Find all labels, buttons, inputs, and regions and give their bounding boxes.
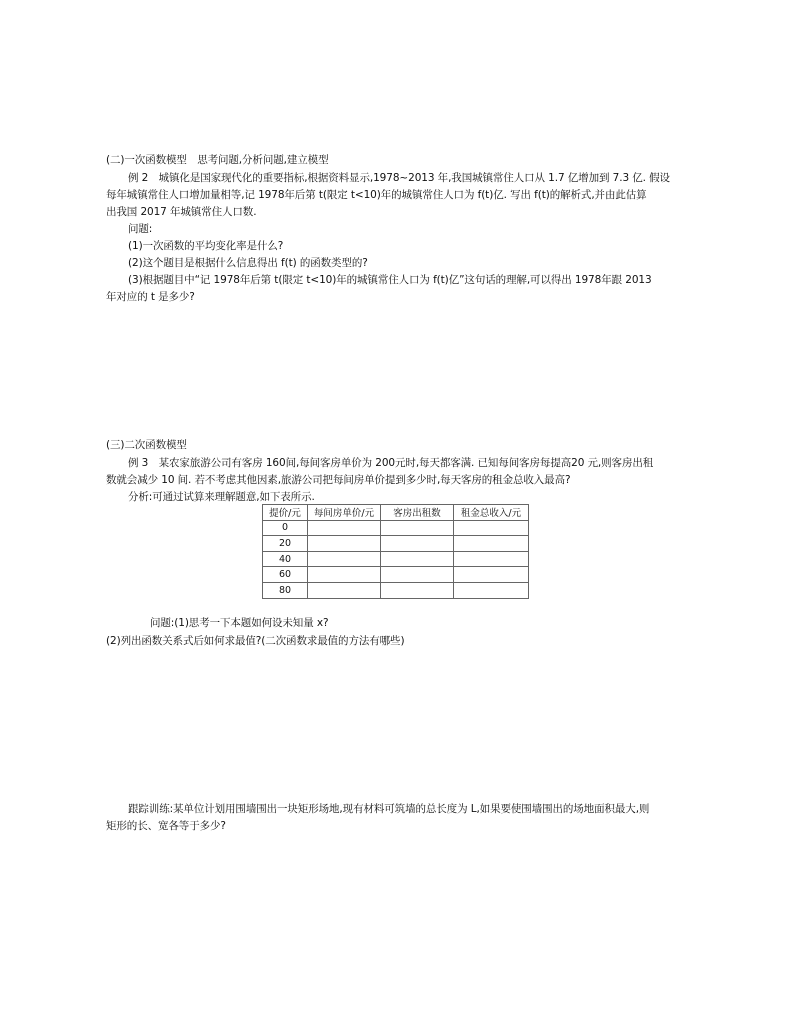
section3-heading: (三)二次函数模型 — [106, 439, 187, 451]
section2-heading: (二)一次函数模型 思考问题,分析问题,建立模型 — [106, 154, 329, 166]
table-header-cell: 客房出租数 — [381, 505, 454, 521]
table-cell — [454, 520, 529, 536]
example3-line2: 数就会减少 10 间. 若不考虑其他因素,旅游公司把每间房单价提到多少时,每天客房的租金总收入最高? — [106, 474, 571, 486]
table-cell — [308, 582, 381, 598]
example3-line1: 例 3 某农家旅游公司有客房 160间,每间客房单价为 200元时,每天都客满. 已知每间客房每提高20 元,则客房出租 — [128, 457, 654, 469]
table-cell: 60 — [263, 567, 308, 583]
table-header-cell: 租金总收入/元 — [454, 505, 529, 521]
table-cell — [381, 567, 454, 583]
table-cell — [454, 582, 529, 598]
table-header-cell: 提价/元 — [263, 505, 308, 521]
table-cell — [381, 582, 454, 598]
question3-1: 问题:(1)思考一下本题如何设未知量 x? — [150, 617, 329, 629]
table-cell — [308, 536, 381, 552]
question2-2: (2)这个题目是根据什么信息得出 f(t) 的函数类型的? — [128, 257, 368, 269]
table-row — [263, 520, 529, 536]
table-cell — [381, 551, 454, 567]
question2-1: (1)一次函数的平均变化率是什么? — [128, 240, 284, 252]
table-cell — [454, 567, 529, 583]
question3-2: (2)列出函数关系式后如何求最值?(二次函数求最值的方法有哪些) — [106, 635, 405, 647]
table-cell — [381, 520, 454, 536]
questions-label: 问题: — [128, 223, 153, 235]
table-cell: 40 — [263, 551, 308, 567]
table-row — [263, 536, 529, 552]
table-header-row — [263, 505, 529, 521]
table-header-cell: 每间房单价/元 — [308, 505, 381, 521]
example2-line1: 例 2 城镇化是国家现代化的重要指标,根据资料显示,1978~2013 年,我国城镇常住人口从 1.7 亿增加到 7.3 亿. 假设 — [128, 172, 670, 184]
trial-table — [262, 504, 529, 599]
table-cell: 20 — [263, 536, 308, 552]
table-cell — [308, 567, 381, 583]
table-row — [263, 551, 529, 567]
table-cell — [454, 536, 529, 552]
example2-line2: 每年城镇常住人口增加量相等,记 1978年后第 t(限定 t<10)年的城镇常住人口为 f(t)亿. 写出 f(t)的解析式,并由此估算 — [106, 189, 647, 201]
training-line2: 矩形的长、宽各等于多少? — [106, 820, 226, 832]
table-cell — [454, 551, 529, 567]
table-cell: 0 — [263, 520, 308, 536]
example2-line3: 出我国 2017 年城镇常住人口数. — [106, 206, 257, 218]
question2-3-line2: 年对应的 t 是多少? — [106, 291, 195, 303]
table-row — [263, 567, 529, 583]
table-row — [263, 582, 529, 598]
training-line1: 跟踪训练:某单位计划用围墙围出一块矩形场地,现有材料可筑墙的总长度为 L,如果要使围墙围出的场地面积最大,则 — [128, 803, 650, 815]
table-cell — [308, 520, 381, 536]
table-cell: 80 — [263, 582, 308, 598]
table-cell — [308, 551, 381, 567]
analysis-text: 分析:可通过试算来理解题意,如下表所示. — [128, 491, 315, 503]
question2-3-line1: (3)根据题目中“记 1978年后第 t(限定 t<10)年的城镇常住人口为 f(t)亿”这句话的理解,可以得出 1978年跟 2013 — [128, 274, 652, 286]
table-cell — [381, 536, 454, 552]
